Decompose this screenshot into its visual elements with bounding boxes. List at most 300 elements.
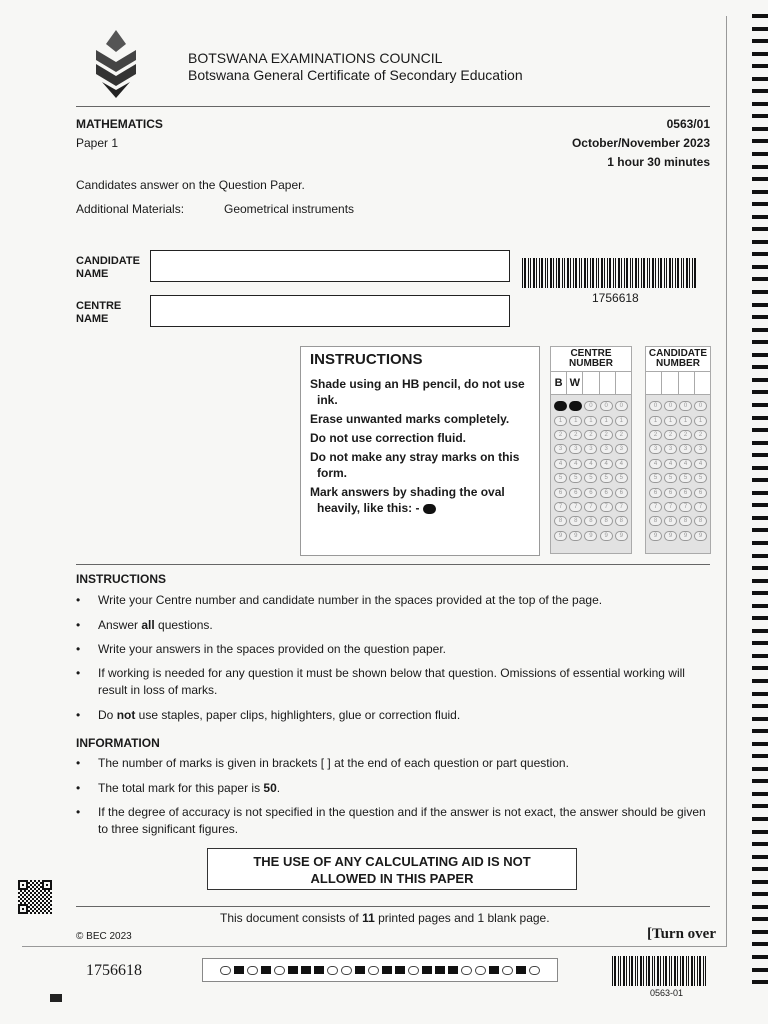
timing-mark: [752, 428, 768, 432]
candidate-digit-cell[interactable]: [695, 372, 710, 394]
qr-module: [26, 912, 28, 914]
centre-prefix-cell: B: [551, 372, 567, 394]
bubble-oval[interactable]: 8: [554, 516, 567, 526]
qr-module: [50, 904, 52, 906]
barcode-bar: [688, 956, 689, 986]
bubble-oval[interactable]: 8: [679, 516, 692, 526]
qr-module: [38, 896, 40, 898]
bubble-oval[interactable]: 7: [649, 502, 662, 512]
barcode-bar: [632, 258, 633, 288]
bubble-oval[interactable]: 3: [664, 444, 677, 454]
bubble-oval[interactable]: 0: [615, 401, 628, 411]
bubble-oval[interactable]: 5: [554, 473, 567, 483]
qr-module: [38, 880, 40, 882]
bubble-oval[interactable]: 2: [615, 430, 628, 440]
qr-module: [44, 894, 46, 896]
bubble-oval[interactable]: 0: [694, 401, 707, 411]
timing-dot: [529, 966, 540, 975]
timing-mark: [752, 968, 768, 972]
barcode-bar: [689, 258, 690, 288]
shading-instruction-item: Do not use correction fluid.: [310, 431, 467, 445]
bubble-oval[interactable]: 5: [615, 473, 628, 483]
timing-mark: [752, 528, 768, 532]
bubble-oval[interactable]: 2: [569, 430, 582, 440]
qr-module: [26, 882, 28, 884]
qr-module: [40, 910, 42, 912]
timing-mark: [752, 265, 768, 269]
qr-module: [50, 908, 52, 910]
timing-mark: [752, 930, 768, 934]
barcode-bar: [648, 956, 650, 986]
instruction-item: • If working is needed for any question it must be shown below that question. Omissions of essential working will result in loss of marks.: [76, 665, 716, 699]
bubble-oval[interactable]: 8: [615, 516, 628, 526]
qr-module: [50, 896, 52, 898]
qr-module: [32, 886, 34, 888]
qr-module: [46, 880, 48, 882]
exam-session: October/November 2023: [571, 136, 710, 150]
centre-name-field[interactable]: [150, 295, 510, 327]
barcode-bar: [592, 258, 594, 288]
shading-instructions-title: INSTRUCTIONS: [310, 351, 423, 368]
timing-mark: [752, 277, 768, 281]
bubble-oval[interactable]: 9: [679, 531, 692, 541]
header-divider: [76, 106, 710, 107]
barcode-bar: [528, 258, 529, 288]
bubble-oval[interactable]: 7: [615, 502, 628, 512]
bubble-oval[interactable]: 4: [554, 459, 567, 469]
barcode-bar: [669, 258, 671, 288]
bubble-oval[interactable]: 6: [679, 488, 692, 498]
qr-module: [24, 890, 26, 892]
timing-dot: [395, 966, 405, 974]
timing-mark: [752, 980, 768, 984]
timing-dot: [461, 966, 472, 975]
qr-module: [24, 904, 26, 906]
bubble-oval[interactable]: 2: [584, 430, 597, 440]
barcode-bar: [654, 956, 655, 986]
bubble-oval[interactable]: 4: [584, 459, 597, 469]
bubble-oval[interactable]: 3: [615, 444, 628, 454]
qr-module: [20, 894, 22, 896]
qr-module: [48, 888, 50, 890]
qr-module: [18, 900, 20, 902]
bubble-oval[interactable]: 4: [649, 459, 662, 469]
bubble-oval[interactable]: 7: [694, 502, 707, 512]
qr-module: [44, 906, 46, 908]
oval-row: [553, 428, 629, 442]
timing-mark: [752, 742, 768, 746]
bubble-oval[interactable]: 9: [615, 531, 628, 541]
barcode-bar: [609, 258, 611, 288]
instruction-item: • Do not use staples, paper clips, highlighters, glue or correction fluid.: [76, 707, 716, 724]
timing-mark: [752, 365, 768, 369]
timing-mark: [752, 378, 768, 382]
bubble-oval[interactable]: 3: [584, 444, 597, 454]
barcode-bar: [694, 258, 696, 288]
timing-mark: [752, 139, 768, 143]
bubble-oval[interactable]: 1: [554, 416, 567, 426]
qr-module: [32, 906, 34, 908]
bubble-oval[interactable]: 2: [694, 430, 707, 440]
centre-digit-cell[interactable]: [583, 372, 599, 394]
barcode-bar: [631, 956, 633, 986]
centre-number-title: CENTRE NUMBER: [551, 347, 631, 372]
barcode-bar: [686, 258, 688, 288]
qr-module: [18, 910, 20, 912]
bubble-oval[interactable]: 4: [600, 459, 613, 469]
timing-mark: [752, 717, 768, 721]
barcode-bar: [541, 258, 543, 288]
oval-row: [648, 485, 708, 499]
instruction-item: • Write your answers in the spaces provided on the question paper.: [76, 641, 716, 658]
barcode-bar: [626, 258, 628, 288]
barcode-bar: [646, 956, 647, 986]
barcode-bar: [620, 956, 621, 986]
qr-module: [48, 890, 50, 892]
bubble-oval[interactable]: 0: [600, 401, 613, 411]
bubble-oval[interactable]: 1: [569, 416, 582, 426]
timing-mark: [752, 202, 768, 206]
timing-mark: [752, 704, 768, 708]
calculator-notice: THE USE OF ANY CALCULATING AID IS NOT ALLOWED IN THIS PAPER: [207, 848, 577, 890]
barcode-bar: [674, 956, 676, 986]
timing-mark: [752, 353, 768, 357]
barcode-bar: [524, 258, 526, 288]
barcode-bar: [607, 258, 608, 288]
qr-module: [28, 906, 30, 908]
timing-mark: [752, 830, 768, 834]
timing-mark: [752, 190, 768, 194]
centre-digit-cell[interactable]: [616, 372, 631, 394]
barcode-bar: [677, 258, 679, 288]
timing-mark: [752, 340, 768, 344]
qr-module: [20, 912, 22, 914]
qr-module: [20, 888, 22, 890]
barcode-bar: [615, 258, 616, 288]
bubble-oval[interactable]: 4: [664, 459, 677, 469]
qr-module: [34, 904, 36, 906]
answer-instruction: Candidates answer on the Question Paper.: [76, 178, 305, 192]
bubble-oval[interactable]: 2: [600, 430, 613, 440]
bubble-oval[interactable]: 6: [649, 488, 662, 498]
oval-row: [648, 442, 708, 456]
timing-dot: [314, 966, 324, 974]
candidate-digit-cell[interactable]: [646, 372, 662, 394]
qr-module: [42, 900, 44, 902]
qr-module: [28, 886, 30, 888]
candidate-digit-cell[interactable]: [679, 372, 695, 394]
qr-module: [36, 898, 38, 900]
qr-module: [50, 892, 52, 894]
timing-marks-row: [202, 958, 558, 982]
bubble-oval[interactable]: 2: [679, 430, 692, 440]
qr-module: [42, 886, 44, 888]
bubble-oval[interactable]: 0: [679, 401, 692, 411]
bubble-oval[interactable]: 7: [569, 502, 582, 512]
bubble-oval[interactable]: [569, 401, 582, 411]
barcode-bar: [626, 956, 627, 986]
timing-mark: [752, 905, 768, 909]
bubble-oval[interactable]: 8: [600, 516, 613, 526]
timing-mark: [752, 89, 768, 93]
bubble-oval[interactable]: 8: [569, 516, 582, 526]
bubble-oval[interactable]: 9: [569, 531, 582, 541]
barcode-bar: [641, 258, 642, 288]
timing-dot: [234, 966, 244, 974]
bubble-oval[interactable]: 1: [600, 416, 613, 426]
timing-mark: [752, 692, 768, 696]
bubble-oval[interactable]: 1: [664, 416, 677, 426]
bubble-oval[interactable]: 1: [679, 416, 692, 426]
timing-mark: [752, 14, 768, 18]
qr-module: [22, 896, 24, 898]
qr-module: [36, 882, 38, 884]
candidate-digit-cell[interactable]: [662, 372, 678, 394]
footer-barcode: [612, 956, 716, 986]
bubble-oval[interactable]: 1: [649, 416, 662, 426]
timing-mark: [752, 503, 768, 507]
qr-module: [32, 894, 34, 896]
materials-label: Additional Materials:: [76, 202, 185, 216]
timing-dot: [475, 966, 486, 975]
bubble-oval[interactable]: 4: [569, 459, 582, 469]
candidate-name-field[interactable]: [150, 250, 510, 282]
bubble-oval[interactable]: 3: [649, 444, 662, 454]
qr-module: [34, 908, 36, 910]
timing-mark: [752, 114, 768, 118]
qr-module: [44, 898, 46, 900]
centre-name-label: CENTRE NAME: [76, 300, 122, 325]
barcode-bar: [658, 258, 659, 288]
qr-module: [24, 894, 26, 896]
information-item: • The total mark for this paper is 50.: [76, 780, 716, 797]
bubble-oval[interactable]: 8: [694, 516, 707, 526]
barcode-bar: [575, 258, 577, 288]
bubble-oval[interactable]: 6: [664, 488, 677, 498]
barcode-bar: [677, 956, 678, 986]
barcode-bar: [581, 258, 582, 288]
timing-mark: [752, 654, 768, 658]
timing-mark: [752, 177, 768, 181]
timing-mark: [752, 315, 768, 319]
timing-mark: [752, 579, 768, 583]
barcode-bar: [705, 956, 706, 986]
qr-module: [28, 894, 30, 896]
timing-dot: [435, 966, 445, 974]
qr-module: [30, 888, 32, 890]
bubble-oval[interactable]: 3: [554, 444, 567, 454]
bubble-oval[interactable]: 8: [649, 516, 662, 526]
bubble-oval[interactable]: 9: [694, 531, 707, 541]
bubble-oval[interactable]: 5: [664, 473, 677, 483]
barcode-bar: [539, 258, 540, 288]
qr-module: [34, 880, 36, 882]
bubble-oval[interactable]: 5: [600, 473, 613, 483]
timing-mark: [752, 303, 768, 307]
timing-dot: [382, 966, 392, 974]
barcode-number: 1756618: [592, 291, 639, 305]
oval-row: [553, 485, 629, 499]
bubble-oval[interactable]: 6: [554, 488, 567, 498]
turn-over: [Turn over: [646, 926, 716, 942]
barcode-bar: [533, 258, 535, 288]
qr-module: [44, 890, 46, 892]
timing-dot: [368, 966, 379, 975]
oval-row: [553, 457, 629, 471]
bubble-oval[interactable]: 6: [569, 488, 582, 498]
bubble-oval[interactable]: 7: [554, 502, 567, 512]
timing-mark: [752, 804, 768, 808]
barcode-bar: [522, 258, 523, 288]
timing-mark: [752, 441, 768, 445]
bubble-oval[interactable]: 3: [569, 444, 582, 454]
timing-mark: [752, 52, 768, 56]
barcode-bar: [643, 258, 645, 288]
barcode-bar: [573, 258, 574, 288]
bubble-oval[interactable]: 7: [600, 502, 613, 512]
bubble-oval[interactable]: 9: [600, 531, 613, 541]
bubble-oval[interactable]: 4: [679, 459, 692, 469]
timing-dot: [247, 966, 258, 975]
qr-module: [34, 896, 36, 898]
qr-module: [26, 880, 28, 882]
qr-module: [38, 884, 40, 886]
qr-module: [18, 896, 20, 898]
qr-module: [18, 906, 20, 908]
bubble-oval[interactable]: 6: [600, 488, 613, 498]
timing-dot: [448, 966, 458, 974]
bubble-oval[interactable]: 2: [554, 430, 567, 440]
barcode-bar: [699, 956, 701, 986]
oval-row: [553, 413, 629, 427]
centre-prefix-cell: W: [567, 372, 583, 394]
bubble-oval[interactable]: 0: [664, 401, 677, 411]
timing-mark: [752, 466, 768, 470]
qr-module: [18, 904, 20, 906]
qr-module: [32, 882, 34, 884]
timing-dot: [288, 966, 298, 974]
bubble-oval[interactable]: 6: [694, 488, 707, 498]
qr-module: [46, 908, 48, 910]
timing-dot: [327, 966, 338, 975]
instructions-divider: [76, 564, 710, 565]
qr-module: [20, 880, 22, 882]
bubble-oval[interactable]: 6: [615, 488, 628, 498]
timing-mark: [752, 416, 768, 420]
timing-mark: [752, 892, 768, 896]
bubble-oval[interactable]: 9: [649, 531, 662, 541]
timing-dot: [274, 966, 285, 975]
bubble-oval[interactable]: 5: [649, 473, 662, 483]
bubble-oval[interactable]: 1: [584, 416, 597, 426]
bubble-oval[interactable]: 2: [649, 430, 662, 440]
bubble-oval[interactable]: 1: [694, 416, 707, 426]
timing-mark: [752, 127, 768, 131]
qr-module: [32, 898, 34, 900]
qr-module: [42, 908, 44, 910]
barcode-bar: [584, 258, 586, 288]
qr-module: [42, 892, 44, 894]
qr-module: [28, 890, 30, 892]
bubble-oval[interactable]: 0: [584, 401, 597, 411]
bubble-oval[interactable]: 3: [679, 444, 692, 454]
qr-module: [22, 912, 24, 914]
barcode-bar: [567, 258, 569, 288]
qr-module: [38, 888, 40, 890]
barcode-bar: [643, 956, 644, 986]
timing-mark: [752, 817, 768, 821]
bubble-oval[interactable]: 9: [664, 531, 677, 541]
timing-mark: [752, 390, 768, 394]
qr-module: [48, 906, 50, 908]
bubble-oval[interactable]: 3: [694, 444, 707, 454]
barcode: [522, 258, 710, 288]
qr-module: [22, 880, 24, 882]
bubble-oval[interactable]: [554, 401, 567, 411]
qr-module: [32, 902, 34, 904]
bubble-oval[interactable]: 3: [600, 444, 613, 454]
bubble-oval[interactable]: 6: [584, 488, 597, 498]
centre-digit-cell[interactable]: [600, 372, 616, 394]
bubble-oval[interactable]: 1: [615, 416, 628, 426]
qr-module: [26, 892, 28, 894]
centre-number-grid: [550, 346, 632, 554]
bubble-oval[interactable]: 5: [569, 473, 582, 483]
barcode-bar: [692, 258, 693, 288]
barcode-bar: [652, 956, 653, 986]
oval-row: [648, 529, 708, 543]
bubble-oval[interactable]: 9: [584, 531, 597, 541]
centre-oval-columns: [551, 395, 631, 543]
oval-row: [553, 471, 629, 485]
barcode-bar: [623, 956, 625, 986]
qr-module: [50, 882, 52, 884]
bubble-oval[interactable]: 0: [649, 401, 662, 411]
qr-module: [34, 884, 36, 886]
bubble-oval[interactable]: 7: [584, 502, 597, 512]
barcode-bar: [604, 258, 605, 288]
qr-module: [24, 880, 26, 882]
bubble-oval[interactable]: 4: [615, 459, 628, 469]
shading-instruction-item: Erase unwanted marks completely.: [310, 412, 510, 426]
bubble-oval[interactable]: 5: [679, 473, 692, 483]
bubble-oval[interactable]: 8: [584, 516, 597, 526]
qr-module: [30, 892, 32, 894]
qr-module: [26, 904, 28, 906]
candidate-number-title: CANDIDATE NUMBER: [646, 347, 710, 372]
bubble-oval[interactable]: 7: [664, 502, 677, 512]
barcode-bar: [630, 258, 631, 288]
subject: MATHEMATICS: [76, 117, 163, 131]
barcode-bar: [579, 258, 580, 288]
barcode-bar: [703, 956, 704, 986]
bubble-oval[interactable]: 8: [664, 516, 677, 526]
bubble-oval[interactable]: 7: [679, 502, 692, 512]
qr-module: [48, 894, 50, 896]
qr-module: [46, 912, 48, 914]
bubble-oval[interactable]: 5: [584, 473, 597, 483]
bubble-oval[interactable]: 4: [694, 459, 707, 469]
bubble-oval[interactable]: 5: [694, 473, 707, 483]
timing-dot: [422, 966, 432, 974]
barcode-bar: [686, 956, 687, 986]
qr-module: [22, 884, 24, 886]
oval-row: [553, 442, 629, 456]
bubble-oval[interactable]: 9: [554, 531, 567, 541]
timing-mark: [752, 252, 768, 256]
barcode-bar: [681, 258, 682, 288]
bubble-oval[interactable]: 2: [664, 430, 677, 440]
